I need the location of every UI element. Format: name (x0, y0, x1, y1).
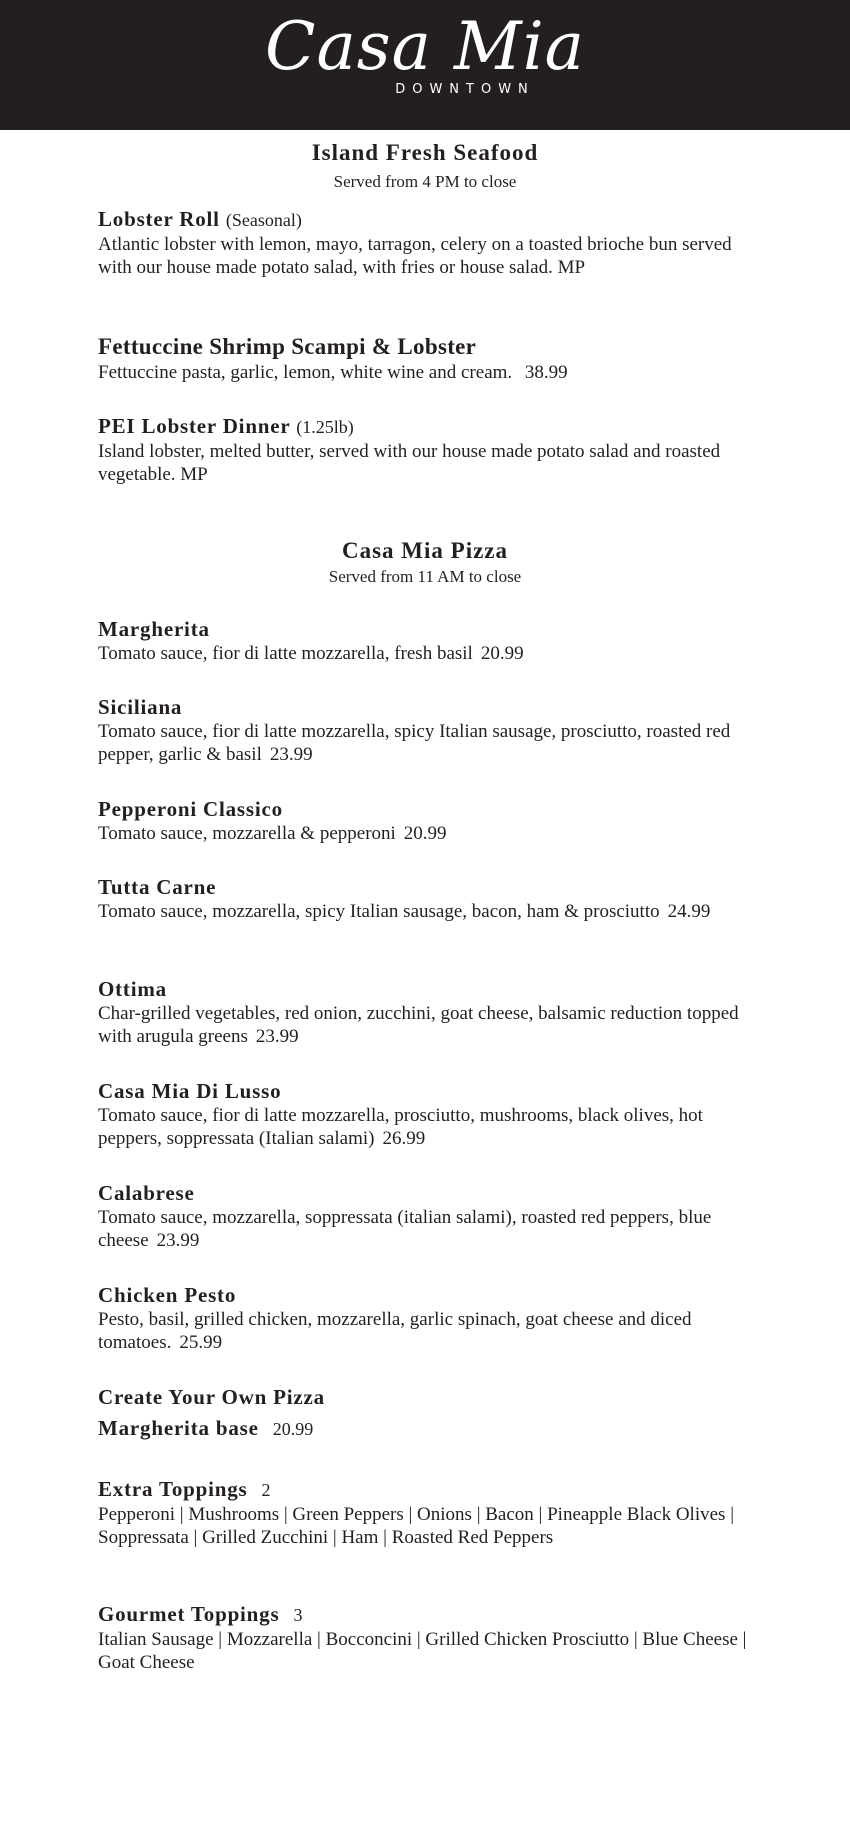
item-description: Char-grilled vegetables, red onion, zucchini, goat cheese, balsamic reduction topped with arugula greens (98, 1003, 739, 1047)
menu-item-calabrese (98, 1180, 758, 1252)
item-name: Tutta Carne (98, 875, 217, 899)
menu-item-pepperoni-classico (98, 796, 758, 845)
menu-item-fettuccine (98, 333, 758, 384)
menu-item-pei-lobster (98, 413, 758, 486)
item-note: (Seasonal) (225, 210, 302, 230)
item-note: (1.25lb) (296, 417, 354, 437)
menu-item-tutta-carne (98, 874, 758, 923)
item-description: Atlantic lobster with lemon, mayo, tarragon, celery on a toasted brioche bun served with our house made potato salad, with fries or house salad. MP (98, 234, 732, 278)
item-description: Tomato sauce, mozzarella, spicy Italian sausage, bacon, ham & prosciutto (98, 901, 660, 922)
item-price: 38.99 (524, 362, 568, 383)
item-name: Fettuccine Shrimp Scampi & Lobster (98, 334, 477, 359)
toppings-list: Italian Sausage | Mozzarella | Bocconcini | Grilled Chicken Prosciutto | Blue Cheese | Goat Cheese (98, 1629, 747, 1673)
item-description: Tomato sauce, fior di latte mozzarella, fresh basil (98, 643, 473, 664)
item-name: Ottima (98, 977, 167, 1001)
item-description: Tomato sauce, mozzarella & pepperoni (98, 823, 396, 844)
item-name: Casa Mia Di Lusso (98, 1079, 282, 1103)
item-name: Calabrese (98, 1181, 195, 1205)
item-price: 23.99 (156, 1230, 200, 1251)
toppings-list: Pepperoni | Mushrooms | Green Peppers | Onions | Bacon | Pineapple Black Olives | Soppressata | Grilled Zucchini | Ham | Roasted Red Peppers (98, 1504, 734, 1548)
item-price: 24.99 (667, 901, 711, 922)
item-name: Gourmet Toppings (98, 1602, 280, 1626)
logo (0, 8, 850, 97)
menu-item-margherita (98, 616, 758, 665)
menu-header (0, 0, 850, 130)
item-name: Create Your Own Pizza (98, 1385, 325, 1409)
menu-item-gourmet-toppings (98, 1601, 758, 1674)
item-price: 25.99 (179, 1332, 223, 1353)
item-price: 20.99 (272, 1419, 314, 1439)
base-label: Margherita base (98, 1416, 259, 1440)
item-name: Extra Toppings (98, 1477, 248, 1501)
logo-subtitle: DOWNTOWN (395, 82, 535, 97)
item-name: Siciliana (98, 695, 183, 719)
item-price: 2 (261, 1480, 271, 1500)
menu-item-create-your-own (98, 1384, 758, 1442)
item-name: Chicken Pesto (98, 1283, 237, 1307)
item-name: Margherita (98, 617, 210, 641)
item-description: Island lobster, melted butter, served with our house made potato salad and roasted vegetable. MP (98, 441, 721, 485)
menu-item-casa-mia-di-lusso (98, 1078, 758, 1150)
section-subtitle-seafood: Served from 4 PM to close (333, 172, 517, 191)
item-price: 23.99 (255, 1026, 299, 1047)
item-description: Pesto, basil, grilled chicken, mozzarella, garlic spinach, goat cheese and diced tomatoes. (98, 1309, 692, 1353)
item-price: 23.99 (269, 744, 313, 765)
item-description: Tomato sauce, fior di latte mozzarella, prosciutto, mushrooms, black olives, hot peppers, soppressata (Italian salami) (98, 1105, 703, 1149)
section-title-seafood: Island Fresh Seafood (311, 140, 539, 165)
item-description: Fettuccine pasta, garlic, lemon, white wine and cream. (98, 362, 513, 383)
menu-item-siciliana (98, 694, 758, 766)
menu-item-ottima (98, 976, 758, 1048)
item-price: 26.99 (382, 1128, 426, 1149)
item-description: Tomato sauce, mozzarella, soppressata (italian salami), roasted red peppers, blue cheese (98, 1207, 712, 1251)
menu-item-extra-toppings (98, 1476, 758, 1549)
section-subtitle-pizza: Served from 11 AM to close (328, 567, 522, 586)
item-description: Tomato sauce, fior di latte mozzarella, spicy Italian sausage, prosciutto, roasted red pepper, garlic & basil (98, 721, 731, 765)
logo-script: Casa Mia (264, 8, 586, 85)
menu-item-lobster-roll (98, 206, 758, 279)
section-title-pizza: Casa Mia Pizza (341, 538, 508, 563)
item-price: 3 (293, 1605, 303, 1625)
item-name: PEI Lobster Dinner (98, 414, 291, 438)
item-price: 20.99 (480, 643, 524, 664)
item-name: Pepperoni Classico (98, 797, 283, 821)
item-price: 20.99 (403, 823, 447, 844)
item-name: Lobster Roll (98, 207, 220, 231)
menu-item-chicken-pesto (98, 1282, 758, 1354)
